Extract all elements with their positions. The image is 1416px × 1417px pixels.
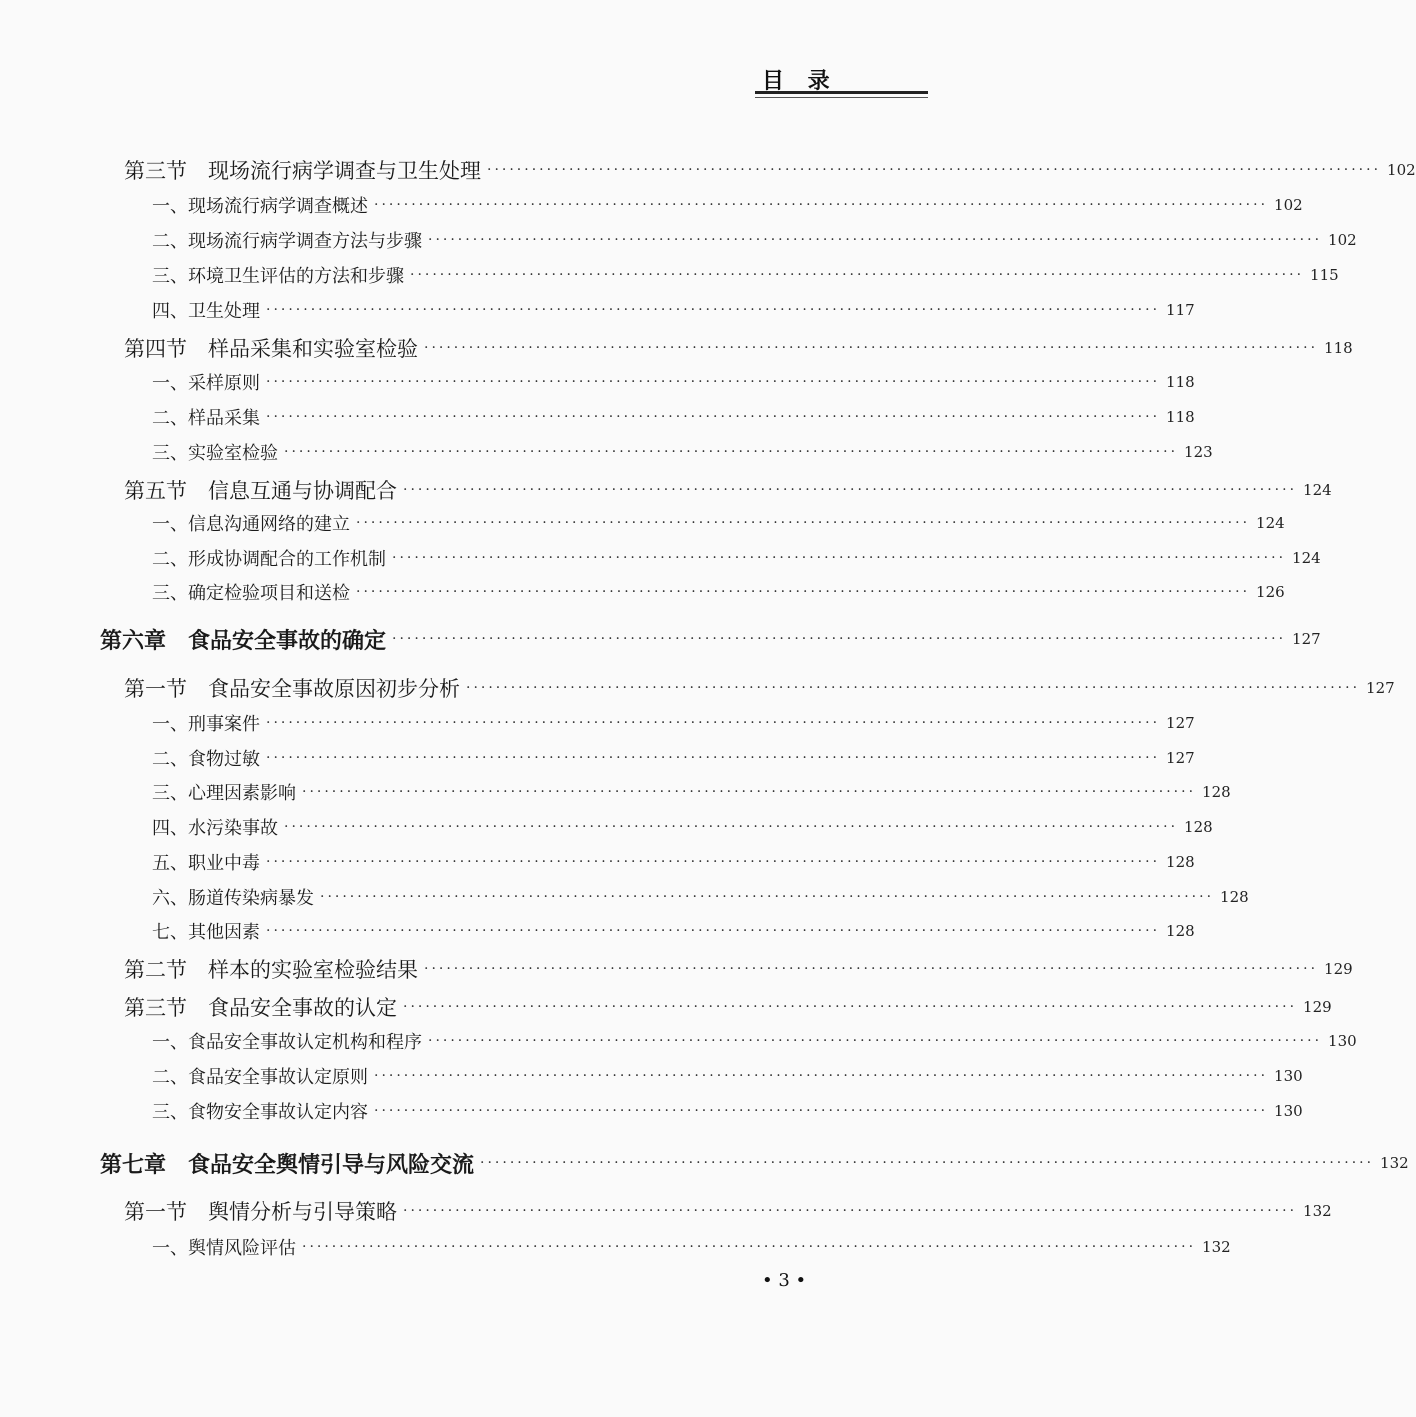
toc-entry-item: [152, 543, 1321, 573]
header-rule-thin: [755, 97, 928, 98]
toc-entry-item: [152, 508, 1285, 538]
toc-entry-title: 七、其他因素: [152, 922, 260, 943]
toc-entry-title: 第一节 食品安全事故原因初步分析: [124, 677, 460, 701]
leader-dots: ························································································································: [284, 819, 1179, 835]
toc-entry-title: 第五节 信息互通与协调配合: [124, 479, 397, 503]
toc-entry-page: 128: [1166, 853, 1195, 871]
toc-entry-title: 二、样品采集: [152, 408, 260, 429]
toc-entry-page: 126: [1256, 583, 1285, 601]
toc-entry-item: [152, 777, 1231, 807]
toc-entry-page: 127: [1166, 714, 1195, 732]
leader-dots: ························································································································: [266, 923, 1161, 939]
leader-dots: ························································································································: [424, 961, 1319, 977]
toc-entry-title: 一、刑事案件: [152, 714, 260, 735]
toc-entry-title: 第一节 舆情分析与引导策略: [124, 1200, 397, 1224]
leader-dots: ························································································································: [466, 680, 1361, 696]
toc-entry-section: [124, 673, 1395, 703]
toc-entry-page: 118: [1166, 373, 1195, 391]
leader-dots: ························································································································: [392, 550, 1287, 566]
toc-entry-title: 三、心理因素影响: [152, 783, 296, 804]
toc-entry-item: [152, 402, 1195, 432]
leader-dots: ························································································································: [428, 1033, 1323, 1049]
toc-entry-title: 第二节 样本的实验室检验结果: [124, 958, 418, 982]
toc-entry-item: [152, 916, 1195, 946]
toc-entry-section: [124, 992, 1332, 1022]
toc-entry-title: 一、舆情风险评估: [152, 1238, 296, 1259]
toc-entry-page: 128: [1166, 922, 1195, 940]
toc-entry-item: [152, 708, 1195, 738]
toc-entry-page: 118: [1166, 408, 1195, 426]
toc-entry-title: 三、环境卫生评估的方法和步骤: [152, 266, 404, 287]
toc-entry-title: 第三节 现场流行病学调查与卫生处理: [124, 159, 481, 183]
toc-entry-title: 二、食品安全事故认定原则: [152, 1067, 368, 1088]
leader-dots: ························································································································: [424, 340, 1319, 356]
toc-entry-page: 132: [1303, 1202, 1332, 1220]
leader-dots: ························································································································: [487, 162, 1382, 178]
toc-entry-title: 三、食物安全事故认定内容: [152, 1102, 368, 1123]
toc-entry-page: 132: [1380, 1154, 1409, 1172]
toc-entry-title: 六、肠道传染病暴发: [152, 888, 314, 909]
toc-entry-title: 五、职业中毒: [152, 853, 260, 874]
page-number: • 3 •: [762, 1270, 807, 1291]
toc-entry-item: [152, 847, 1195, 877]
toc-entry-item: [152, 882, 1249, 912]
toc-entry-page: 102: [1387, 161, 1416, 179]
toc-entry-page: 124: [1292, 549, 1321, 567]
toc-entry-title: 四、卫生处理: [152, 301, 260, 322]
toc-entry-item: [152, 295, 1195, 325]
toc-entry-page: 130: [1274, 1102, 1303, 1120]
page-header-title: 目 录: [762, 69, 838, 94]
leader-dots: ························································································································: [428, 232, 1323, 248]
toc-entry-item: [152, 225, 1357, 255]
toc-entry-title: 三、确定检验项目和送检: [152, 583, 350, 604]
leader-dots: ························································································································: [266, 750, 1161, 766]
toc-entry-section: [124, 475, 1332, 505]
leader-dots: ························································································································: [374, 1103, 1269, 1119]
toc-entry-title: 二、形成协调配合的工作机制: [152, 549, 386, 570]
toc-entry-section: [124, 1196, 1332, 1226]
leader-dots: ························································································································: [302, 784, 1197, 800]
leader-dots: ························································································································: [266, 374, 1161, 390]
toc-entry-section: [124, 333, 1353, 363]
toc-entry-title: 四、水污染事故: [152, 818, 278, 839]
toc-entry-page: 130: [1274, 1067, 1303, 1085]
toc-entry-chapter: [100, 1148, 1409, 1178]
toc-entry-page: 129: [1303, 998, 1332, 1016]
toc-entry-title: 一、采样原则: [152, 373, 260, 394]
toc-entry-item: [152, 260, 1339, 290]
toc-entry-item: [152, 190, 1303, 220]
toc-entry-page: 115: [1310, 266, 1339, 284]
leader-dots: ························································································································: [410, 267, 1305, 283]
leader-dots: ························································································································: [480, 1155, 1375, 1171]
leader-dots: ························································································································: [266, 302, 1161, 318]
toc-entry-item: [152, 367, 1195, 397]
toc-entry-page: 124: [1303, 481, 1332, 499]
toc-entry-page: 123: [1184, 443, 1213, 461]
toc-entry-title: 第六章 食品安全事故的确定: [100, 628, 387, 654]
toc-entry-title: 三、实验室检验: [152, 443, 278, 464]
leader-dots: ························································································································: [302, 1239, 1197, 1255]
toc-entry-title: 第四节 样品采集和实验室检验: [124, 337, 418, 361]
toc-entry-page: 117: [1166, 301, 1195, 319]
toc-entry-page: 127: [1366, 679, 1395, 697]
toc-entry-item: [152, 1026, 1357, 1056]
leader-dots: ························································································································: [266, 854, 1161, 870]
leader-dots: ························································································································: [374, 197, 1269, 213]
toc-entry-item: [152, 743, 1195, 773]
toc-entry-page: 130: [1328, 1032, 1357, 1050]
toc-entry-page: 124: [1256, 514, 1285, 532]
leader-dots: ························································································································: [403, 999, 1298, 1015]
leader-dots: ························································································································: [403, 1203, 1298, 1219]
toc-entry-title: 第三节 食品安全事故的认定: [124, 996, 397, 1020]
toc-entry-title: 二、食物过敏: [152, 749, 260, 770]
toc-entry-page: 102: [1274, 196, 1303, 214]
header-rule: [755, 91, 928, 94]
toc-entry-page: 128: [1184, 818, 1213, 836]
leader-dots: ························································································································: [356, 515, 1251, 531]
toc-entry-item: [152, 437, 1213, 467]
leader-dots: ························································································································: [266, 409, 1161, 425]
toc-entry-item: [152, 812, 1213, 842]
leader-dots: ························································································································: [392, 631, 1287, 647]
toc-entry-section: [124, 954, 1353, 984]
toc-entry-title: 一、信息沟通网络的建立: [152, 514, 350, 535]
leader-dots: ························································································································: [374, 1068, 1269, 1084]
toc-entry-title: 第七章 食品安全舆情引导与风险交流: [100, 1152, 475, 1178]
toc-entry-page: 128: [1220, 888, 1249, 906]
toc-entry-chapter: [100, 624, 1321, 654]
toc-entry-title: 一、食品安全事故认定机构和程序: [152, 1032, 422, 1053]
toc-entry-page: 127: [1292, 630, 1321, 648]
toc-entry-section: [124, 155, 1416, 185]
leader-dots: ························································································································: [403, 482, 1298, 498]
toc-entry-item: [152, 1232, 1231, 1262]
toc-entry-page: 129: [1324, 960, 1353, 978]
toc-entry-item: [152, 1096, 1303, 1126]
leader-dots: ························································································································: [320, 889, 1215, 905]
leader-dots: ························································································································: [266, 715, 1161, 731]
toc-entry-page: 127: [1166, 749, 1195, 767]
toc-entry-page: 128: [1202, 783, 1231, 801]
toc-entry-page: 102: [1328, 231, 1357, 249]
toc-entry-page: 132: [1202, 1238, 1231, 1256]
toc-entry-item: [152, 577, 1285, 607]
leader-dots: ························································································································: [356, 584, 1251, 600]
toc-entry-title: 二、现场流行病学调查方法与步骤: [152, 231, 422, 252]
toc-entry-page: 118: [1324, 339, 1353, 357]
toc-entry-title: 一、现场流行病学调查概述: [152, 196, 368, 217]
toc-entry-item: [152, 1061, 1303, 1091]
leader-dots: ························································································································: [284, 444, 1179, 460]
